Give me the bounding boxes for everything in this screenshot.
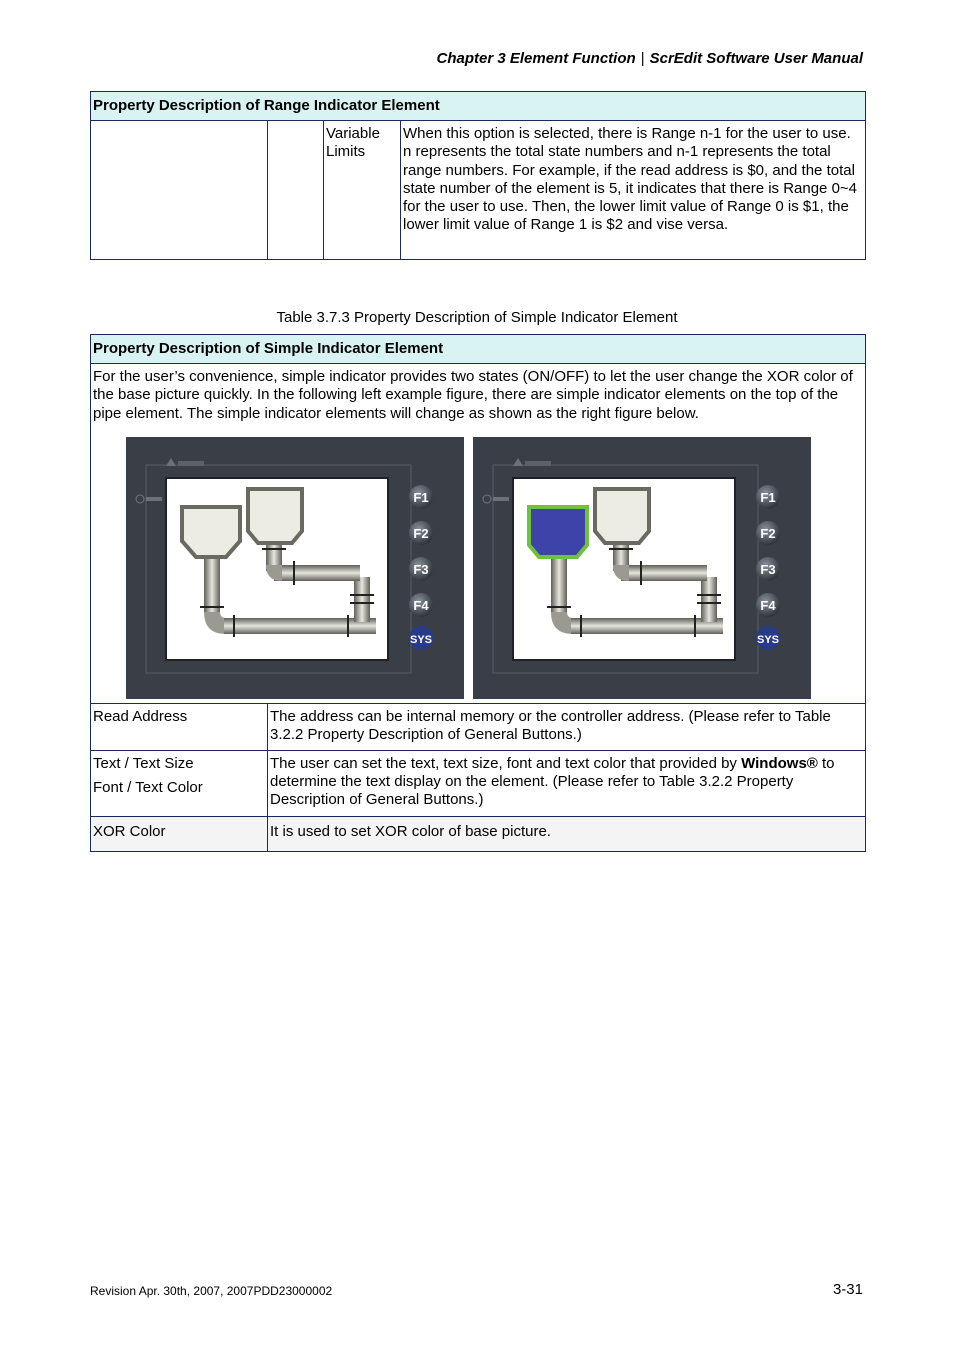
intro-cell [91, 364, 866, 704]
tank-left [182, 507, 240, 557]
windows-bold: Windows® [741, 754, 818, 772]
xor-color-label: XOR Color [91, 816, 268, 851]
font-color-label: Font / Text Color [93, 779, 203, 797]
example-figures [93, 437, 862, 699]
text-font-desc-before: The user can set the text, text size, font and text color that provided by [270, 754, 742, 772]
table-cell-empty [268, 121, 324, 260]
f1-button-label: F1 [760, 489, 776, 505]
read-address-label: Read Address [91, 703, 268, 750]
text-font-description [268, 750, 866, 816]
f2-button-label: F2 [413, 525, 429, 541]
table-cell-empty [91, 121, 268, 260]
read-address-description: The address can be internal memory or the controller address. (Please refer to Table 3.2.2 Property Description of General Buttons.) [268, 703, 866, 750]
table-caption: Table 3.7.3 Property Description of Simple Indicator Element [276, 309, 678, 326]
f4-button-label: F4 [413, 597, 429, 613]
range-indicator-table [90, 91, 866, 260]
revision-text: Revision Apr. 30th, 2007, 2007PDD23000002 [90, 1284, 333, 1298]
page-number: 3-31 [832, 1281, 863, 1298]
text-font-label [91, 750, 268, 816]
hmi-figure-off [126, 437, 464, 699]
sys-button-label: SYS [409, 633, 433, 646]
tank-left-on [529, 507, 587, 557]
tank-right [595, 489, 649, 543]
page-header [0, 50, 863, 67]
simple-indicator-table [90, 334, 866, 852]
header-separator: | [640, 50, 645, 67]
f2-button-label: F2 [760, 525, 776, 541]
sys-button-label: SYS [756, 633, 780, 646]
tank-right [248, 489, 302, 543]
f4-button-label: F4 [760, 597, 776, 613]
f3-button-label: F3 [413, 561, 429, 577]
variable-limits-description: When this option is selected, there is Range n-1 for the user to use. n represents the total state numbers and n-1 represents the total range numbers. For example, if the read address is $0, and the total state number of the element is 5, it indicates that there is Range 0~4 for the user to use. Then, the lower limit value of Range 0 is $1, the lower limit value of Range 1 is $2 and vise versa. [401, 121, 866, 260]
xor-color-description: It is used to set XOR color of base picture. [268, 816, 866, 851]
f1-button-label: F1 [413, 489, 429, 505]
variable-limits-label: Variable Limits [324, 121, 401, 260]
text-size-label: Text / Text Size [93, 754, 194, 772]
simple-indicator-table-title: Property Description of Simple Indicator Element [91, 335, 866, 364]
range-indicator-table-title: Property Description of Range Indicator Element [91, 92, 866, 121]
text-font-desc-after: to determine the text display on the element. (Please refer to Table 3.2.2 Property Description of General Buttons.) [270, 754, 835, 809]
hmi-figure-on [473, 437, 811, 699]
manual-title: ScrEdit Software User Manual [649, 50, 863, 67]
intro-text: For the user’s convenience, simple indicator provides two states (ON/OFF) to let the user change the XOR color of the base picture quickly. In the following left example figure, there are simple indicator elements on the top of the pipe element. The simple indicator elements will change as shown as the right figure below. [93, 368, 853, 422]
chapter-title: Chapter 3 Element Function [436, 50, 636, 67]
f3-button-label: F3 [760, 561, 776, 577]
